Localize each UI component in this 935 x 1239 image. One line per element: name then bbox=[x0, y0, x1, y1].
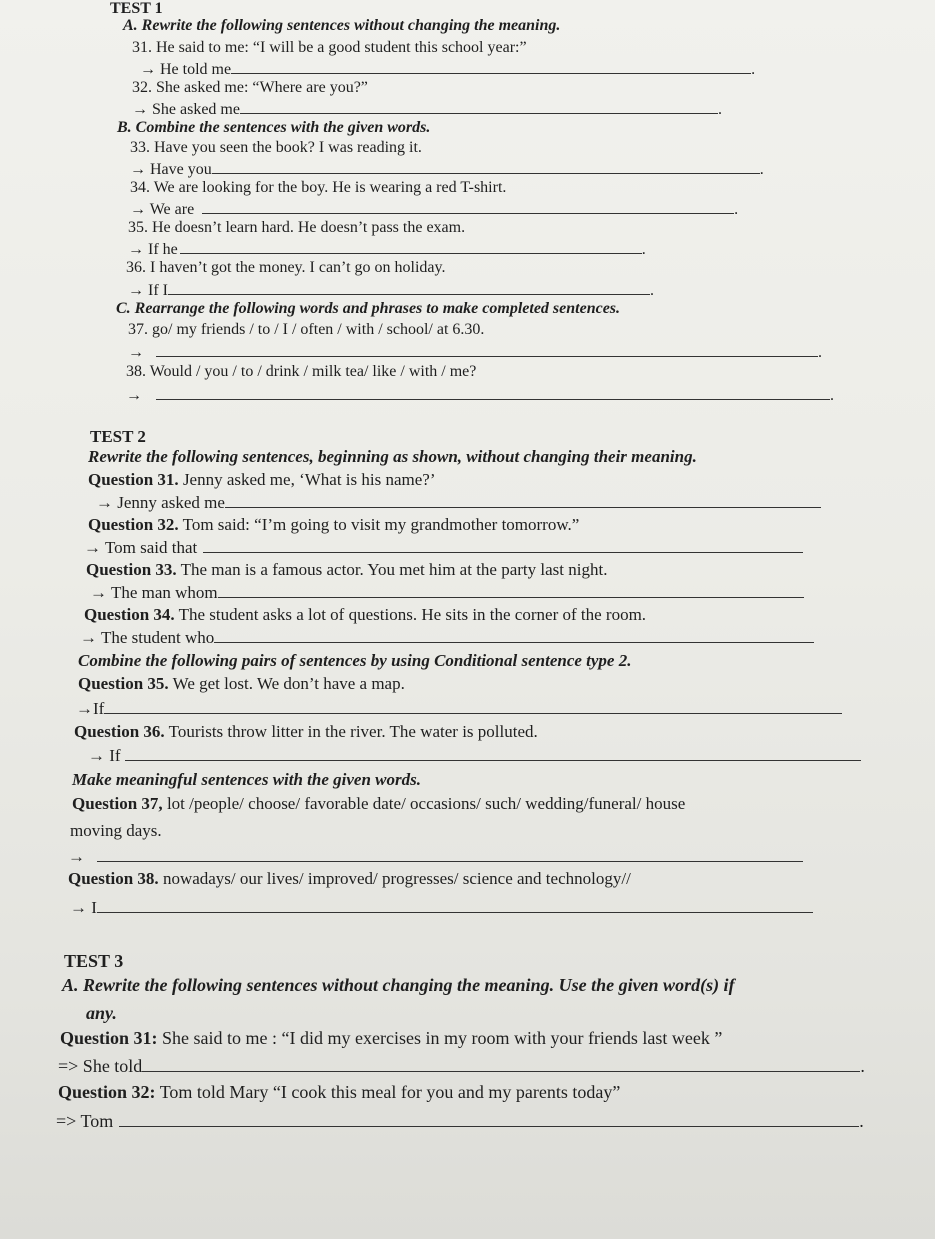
t1-q34-answer-blank[interactable] bbox=[202, 199, 734, 214]
t2-q36 bbox=[74, 722, 538, 742]
test2-instruction-3: Make meaningful sentences with the given words. bbox=[72, 770, 421, 789]
t2-q34-answer-blank[interactable] bbox=[214, 628, 814, 643]
t2-q32-answer-blank[interactable] bbox=[203, 538, 803, 553]
t2-q33-label: Question 33. bbox=[86, 560, 177, 579]
t1-q32-answer-blank[interactable] bbox=[240, 99, 718, 114]
t1-q38-answer-blank[interactable] bbox=[156, 385, 830, 400]
t1-q32-text: 32. She asked me: “Where are you?” bbox=[132, 79, 368, 96]
t2-q31-answer-line bbox=[96, 493, 821, 513]
t1-q31-text: 31. He said to me: “I will be a good student this school year:” bbox=[132, 39, 527, 56]
t2-q32-answer-prompt: → Tom said that bbox=[84, 538, 198, 557]
t2-q33-answer-prompt: → The man whom bbox=[90, 583, 218, 602]
t1-q36-answer-line: → If I . bbox=[128, 282, 654, 299]
t2-q37-text-continued: moving days. bbox=[70, 821, 162, 840]
t1-q36-answer-prompt: → If I bbox=[128, 282, 168, 299]
t1-q37-answer-prompt: → bbox=[128, 344, 144, 361]
t2-q37-answer-prompt: → bbox=[68, 847, 85, 866]
t2-q34 bbox=[84, 605, 646, 625]
t1-q35-answer-line: → If he . bbox=[128, 241, 646, 258]
t2-q38-answer-blank[interactable] bbox=[97, 898, 813, 913]
test1-title: TEST 1 bbox=[110, 0, 163, 17]
t1-q34-answer-prompt: → We are bbox=[130, 201, 195, 218]
t1-q38-text: 38. Would / you / to / drink / milk tea/ like / with / me? bbox=[126, 363, 477, 380]
t1-q32-answer-line: → She asked me . bbox=[132, 101, 722, 118]
t2-q33-answer-line bbox=[90, 583, 804, 603]
t3-q32 bbox=[58, 1082, 620, 1103]
t2-q36-text: Tourists throw litter in the river. The water is polluted. bbox=[164, 722, 538, 741]
t1-q33-answer-prompt: → Have you bbox=[130, 161, 212, 178]
t2-q34-text: The student asks a lot of questions. He sits in the corner of the room. bbox=[174, 605, 647, 624]
t3-q32-answer-blank[interactable] bbox=[119, 1112, 859, 1127]
t1-q35-text: 35. He doesn’t learn hard. He doesn’t pass the exam. bbox=[128, 219, 466, 236]
t2-q35-answer-prompt: →If bbox=[76, 699, 105, 718]
t2-q32 bbox=[88, 515, 579, 535]
t2-q38 bbox=[68, 869, 631, 889]
test1-section-b-heading: B. Combine the sentences with the given words. bbox=[117, 119, 431, 136]
t2-q38-label: Question 38. bbox=[68, 869, 159, 888]
t1-q37-answer-line: → . bbox=[128, 344, 822, 361]
t2-q35-text: We get lost. We don’t have a map. bbox=[168, 674, 405, 693]
t1-q35-answer-blank[interactable] bbox=[180, 239, 642, 254]
test2-instruction: Rewrite the following sentences, beginning as shown, without changing their meaning. bbox=[88, 447, 697, 466]
test1-section-c-heading: C. Rearrange the following words and phrases to make completed sentences. bbox=[116, 300, 621, 317]
t2-q34-answer-prompt: → The student who bbox=[80, 628, 215, 647]
t1-q33-answer-blank[interactable] bbox=[212, 159, 760, 174]
t2-q32-answer-line bbox=[84, 538, 803, 558]
t2-q33-text: The man is a famous actor. You met him at the party last night. bbox=[176, 560, 608, 579]
t2-q37 bbox=[72, 794, 685, 814]
t2-q36-answer-line bbox=[88, 746, 861, 766]
t2-q38-answer-prompt: → I bbox=[70, 898, 97, 917]
t2-q33 bbox=[86, 560, 607, 580]
t2-q34-label: Question 34. bbox=[84, 605, 175, 624]
t3-q32-label: Question 32: bbox=[58, 1082, 156, 1102]
t2-q38-answer-line bbox=[70, 898, 813, 918]
t2-q32-label: Question 32. bbox=[88, 515, 179, 534]
t3-q31-answer-blank[interactable] bbox=[142, 1057, 860, 1072]
t2-q32-text: Tom said: “I’m going to visit my grandmother tomorrow.” bbox=[178, 515, 580, 534]
t3-q32-text: Tom told Mary “I cook this meal for you and my parents today” bbox=[155, 1082, 621, 1102]
t3-q31-text: She said to me : “I did my exercises in my room with your friends last week ” bbox=[157, 1028, 723, 1048]
t3-q31-answer-prompt: => She told bbox=[58, 1056, 143, 1076]
t2-q31-text: Jenny asked me, ‘What is his name?’ bbox=[178, 470, 436, 489]
t2-q35 bbox=[78, 674, 405, 694]
t2-q37-text: lot /people/ choose/ favorable date/ occasions/ such/ wedding/funeral/ house bbox=[162, 794, 686, 813]
t2-q37-answer-line bbox=[68, 847, 803, 867]
t3-q31 bbox=[60, 1028, 722, 1049]
t2-q36-answer-prompt: → If bbox=[88, 746, 121, 765]
t1-q32-answer-prompt: → She asked me bbox=[132, 101, 240, 118]
t3-q31-answer-line: => She told . bbox=[58, 1056, 865, 1076]
t2-q31-label: Question 31. bbox=[88, 470, 179, 489]
t1-q33-text: 33. Have you seen the book? I was reading it. bbox=[130, 139, 422, 156]
t2-q38-text: nowadays/ our lives/ improved/ progresses/ science and technology// bbox=[158, 869, 631, 888]
t1-q35-answer-prompt: → If he bbox=[128, 241, 178, 258]
t3-q32-answer-line: => Tom . bbox=[56, 1111, 864, 1131]
t1-q37-answer-blank[interactable] bbox=[156, 342, 818, 357]
t2-q33-answer-blank[interactable] bbox=[218, 583, 804, 598]
t3-q32-answer-prompt: => Tom bbox=[56, 1111, 114, 1131]
t1-q31-answer-blank[interactable] bbox=[231, 59, 751, 74]
test2-title: TEST 2 bbox=[90, 427, 146, 446]
t1-q36-text: 36. I haven’t got the money. I can’t go on holiday. bbox=[126, 259, 446, 276]
t1-q34-answer-line: → We are . bbox=[130, 201, 739, 218]
t2-q35-answer-line bbox=[76, 699, 842, 719]
test1-section-a-heading: A. Rewrite the following sentences without changing the meaning. bbox=[123, 17, 561, 34]
t2-q31-answer-blank[interactable] bbox=[225, 493, 821, 508]
t1-q34-text: 34. We are looking for the boy. He is wearing a red T-shirt. bbox=[130, 179, 507, 196]
test3-title: TEST 3 bbox=[64, 951, 124, 971]
test3-section-a-heading-continued: any. bbox=[86, 1003, 117, 1023]
t2-q37-answer-blank[interactable] bbox=[97, 847, 803, 862]
t1-q31-answer-prompt: → He told me bbox=[140, 61, 232, 78]
t2-q35-answer-blank[interactable] bbox=[104, 699, 842, 714]
t1-q33-answer-line: → Have you . bbox=[130, 161, 764, 178]
t2-q37-label: Question 37, bbox=[72, 794, 163, 813]
t2-q36-answer-blank[interactable] bbox=[125, 746, 861, 761]
test3-section-a-heading: A. Rewrite the following sentences without changing the meaning. Use the given word(s) if bbox=[62, 975, 735, 995]
t1-q36-answer-blank[interactable] bbox=[168, 280, 650, 295]
t2-q34-answer-line bbox=[80, 628, 814, 648]
t1-q38-answer-prompt: → bbox=[126, 387, 142, 404]
t1-q31-answer-line: → He told me . bbox=[140, 61, 756, 78]
test2-instruction-2: Combine the following pairs of sentences by using Conditional sentence type 2. bbox=[78, 651, 632, 670]
t3-q31-label: Question 31: bbox=[60, 1028, 158, 1048]
t2-q31-answer-prompt: → Jenny asked me bbox=[96, 493, 225, 512]
t2-q35-label: Question 35. bbox=[78, 674, 169, 693]
t1-q37-text: 37. go/ my friends / to / I / often / with / school/ at 6.30. bbox=[128, 321, 485, 338]
t2-q31 bbox=[88, 470, 436, 490]
t2-q36-label: Question 36. bbox=[74, 722, 165, 741]
t1-q38-answer-line: → . bbox=[126, 387, 834, 404]
